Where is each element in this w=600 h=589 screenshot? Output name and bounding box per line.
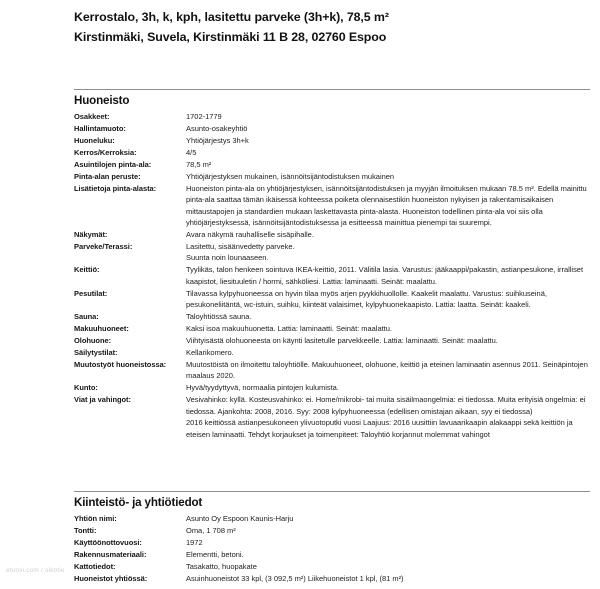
detail-row-paragraph: Tyylikäs, talon henkeen sointuva IKEA-keittiö, 2011. Välitila lasia. Varustus: jääkaappi/pakastin, astianpesukone, irralliset kaapistot, liesituuletin / hormi, sähköliesi. Lattia: laminaatti. Seinät: maalattu. — [186, 265, 584, 286]
detail-row — [74, 561, 590, 573]
detail-row-value — [186, 241, 590, 264]
detail-row-paragraph: 4/5 — [186, 147, 197, 157]
detail-row-value — [186, 561, 590, 572]
detail-row — [74, 229, 590, 241]
detail-row-label: Huoneistot yhtiössä: — [74, 573, 148, 583]
detail-row-label: Makuuhuoneet: — [74, 324, 129, 334]
detail-row — [74, 382, 590, 394]
detail-row — [74, 359, 590, 382]
detail-row — [74, 171, 590, 183]
detail-row — [74, 147, 590, 159]
kiinteisto-rows — [74, 513, 590, 585]
detail-row-paragraph: Oma, 1 708 m² — [186, 525, 236, 535]
section-title-kiinteisto: Kiinteistö- ja yhtiötiedot — [74, 496, 203, 509]
detail-row-label: Näkymät: — [74, 230, 108, 240]
detail-row-label: Osakkeet: — [74, 112, 110, 121]
detail-row-value — [186, 171, 590, 182]
detail-row — [74, 288, 590, 311]
detail-row-label: Huoneluku: — [74, 135, 115, 145]
detail-row — [74, 135, 590, 147]
detail-row-paragraph: Viihtyisästä olohuoneesta on käynti lasitetulle parvekkeelle. Lattia: laminaatti. Seinät: maalattu. — [186, 336, 498, 346]
detail-row — [74, 241, 590, 264]
detail-row — [74, 537, 590, 549]
detail-row-paragraph: Asunto-osakeyhtiö — [186, 123, 248, 133]
detail-row-paragraph: Avara näkymä rauhalliselle sisäpihalle. — [186, 230, 314, 240]
detail-row — [74, 111, 590, 123]
detail-row-value — [186, 335, 590, 346]
detail-row-paragraph: Kellarikomero. — [186, 348, 234, 358]
detail-row-value — [186, 123, 590, 134]
detail-row-value — [186, 549, 590, 560]
huoneisto-rows — [74, 111, 590, 441]
detail-row-value — [186, 135, 590, 146]
detail-row-value — [186, 183, 590, 229]
section-kiinteisto — [74, 491, 590, 585]
detail-row — [74, 323, 590, 335]
detail-row-label: Parveke/Terassi: — [74, 241, 133, 251]
detail-row-value — [186, 394, 590, 440]
detail-row-paragraph: Kaksi isoa makuuhuonetta. Lattia: laminaatti. Seinät: maalattu. — [186, 324, 392, 334]
detail-row — [74, 573, 590, 585]
detail-row — [74, 347, 590, 359]
section-divider — [74, 89, 590, 90]
detail-row-value — [186, 311, 590, 322]
section-title-huoneisto: Huoneisto — [74, 94, 130, 107]
detail-row-label: Kerros/Kerroksia: — [74, 147, 137, 157]
detail-row-label: Käyttöönottovuosi: — [74, 537, 142, 547]
detail-row-paragraph: Asunto Oy Espoon Kaunis-Harju — [186, 514, 294, 523]
detail-row — [74, 394, 590, 440]
detail-row-label: Rakennusmateriaali: — [74, 549, 147, 559]
detail-row-label: Kunto: — [74, 383, 98, 393]
detail-row-paragraph: Elementti, betoni. — [186, 549, 244, 559]
detail-row-value — [186, 359, 590, 382]
detail-row — [74, 525, 590, 537]
detail-row-paragraph: Suunta noin lounaaseen. — [186, 253, 269, 263]
detail-row-paragraph: 78,5 m² — [186, 159, 212, 169]
detail-row-paragraph: Tasakatto, huopakate — [186, 561, 257, 571]
detail-row-value — [186, 382, 590, 393]
detail-row-paragraph: Asuinhuoneistot 33 kpl, (3 092,5 m²) Liikehuoneistot 1 kpl, (81 m²) — [186, 573, 404, 583]
detail-row-paragraph: Vesivahinko: kyllä. Kosteusvahinko: ei. Home/mikrobi- tai muita sisäilmaongelmia: ei tiedossa. Muita erityisiä ongelmia: ei tiedossa. Ajankohta: 2008, 2016. Syy: 2008 kylpyhuoneessa (edellisen omistajan aikaan, syy ei tiedossa) — [186, 395, 586, 416]
detail-row-value — [186, 264, 590, 287]
detail-row — [74, 335, 590, 347]
detail-row-label: Pesutilat: — [74, 288, 108, 298]
detail-row — [74, 264, 590, 287]
detail-row-value — [186, 159, 590, 170]
detail-row-label: Pinta-alan peruste: — [74, 171, 141, 181]
detail-row — [74, 183, 590, 229]
page-title — [74, 7, 590, 47]
listing-title-line-1: Kerrostalo, 3h, k, kph, lasitettu parveke (3h+k), 78,5 m² — [74, 10, 389, 24]
detail-row-label: Lisätietoja pinta-alasta: — [74, 183, 157, 193]
detail-row-label: Olohuone: — [74, 336, 112, 346]
detail-row — [74, 549, 590, 561]
section-divider — [74, 491, 590, 492]
detail-row-value — [186, 323, 590, 334]
detail-row-label: Sauna: — [74, 312, 99, 322]
site-watermark: etuovi.com / oikotie — [6, 567, 65, 574]
detail-row-value — [186, 573, 590, 584]
detail-row-label: Yhtiön nimi: — [74, 514, 117, 523]
detail-row-paragraph: Lasitettu, sisäänvedetty parveke. — [186, 241, 295, 251]
detail-row — [74, 311, 590, 323]
detail-row-value — [186, 347, 590, 358]
detail-row-paragraph: 1702-1779 — [186, 112, 222, 121]
detail-row-label: Keittiö: — [74, 265, 100, 275]
detail-row-value — [186, 537, 590, 548]
detail-row-paragraph: 1972 — [186, 537, 203, 547]
detail-row-paragraph: 2016 keittiössä astianpesukoneen ylivuotoputki vuosi Laajuus: 2016 uusittiin lavuaarikaapin alakaappi sekä keittiön ja eteisen laminaatti. Tehdyt korjaukset ja toimenpiteet: Taloyhtiö korjannut molemmat vahingot — [186, 418, 573, 439]
detail-row-label: Muutostyöt huoneistossa: — [74, 360, 167, 370]
detail-row-value — [186, 147, 590, 158]
detail-row-value — [186, 111, 590, 122]
detail-row-label: Hallintamuoto: — [74, 123, 126, 133]
detail-row-label: Asuintilojen pinta-ala: — [74, 159, 152, 169]
detail-row-paragraph: Muutostöistä on ilmoitettu taloyhtiölle. Makuuhuoneet, olohuone, keittiö ja eteinen laminaatin asennus 2011. Seinäpintojen maalaus 2020. — [186, 360, 588, 381]
detail-row-label: Säilytystilat: — [74, 348, 118, 358]
detail-row-value — [186, 525, 590, 536]
detail-row-paragraph: Huoneiston pinta-ala on yhtiöjärjestyksen, isännöitsijäntodistuksen ja myyjän ilmoituksen mukaan 78.5 m². Edellä mainittu pinta-ala saattaa tämän ikäisessä kohteessa poiketa olennaisestikin huoneiston nykyisen ja rakentamisaikaisen mittaustapojen ja standardien mukaan laskettavasta pinta-alasta. Huoneiston todellinen pinta-ala voi siis olla yhtiöjärjestyksessä, isännöitsijäntodistuksessa ja esitteessä mainittua pienempi tai suurempi. — [186, 183, 587, 228]
detail-row-paragraph: Hyvä/tyydyttyvä, normaalia pintojen kulumista. — [186, 383, 339, 393]
detail-row — [74, 513, 590, 525]
detail-row — [74, 159, 590, 171]
detail-row-paragraph: Yhtiöjärjestyksen mukainen, isännöitsijäntodistuksen mukainen — [186, 171, 395, 181]
listing-address-line: Kirstinmäki, Suvela, Kirstinmäki 11 B 28, 02760 Espoo — [74, 30, 387, 44]
detail-row-value — [186, 229, 590, 240]
section-huoneisto — [74, 89, 590, 441]
detail-row-label: Tontti: — [74, 525, 97, 535]
detail-row-paragraph: Yhtiöjärjestys 3h+k — [186, 135, 249, 145]
detail-row — [74, 123, 590, 135]
detail-row-paragraph: Tilavassa kylpyhuoneessa on hyvin tilaa myös arjen pyykkihuollolle. Kaakelit maalattu. Varustus: suihkuseinä, pesukoneliitäntä, wc-istuin, suihku, kiinteät valaisimet, kylpyhuonekaapisto. Lattia: laatta. Seinät: kaakeli. — [186, 288, 547, 310]
detail-row-paragraph: Taloyhtiössä sauna. — [186, 312, 252, 322]
detail-row-value — [186, 288, 590, 311]
detail-row-label: Viat ja vahingot: — [74, 395, 131, 405]
detail-row-label: Kattotiedot: — [74, 561, 116, 571]
detail-row-value — [186, 513, 590, 524]
